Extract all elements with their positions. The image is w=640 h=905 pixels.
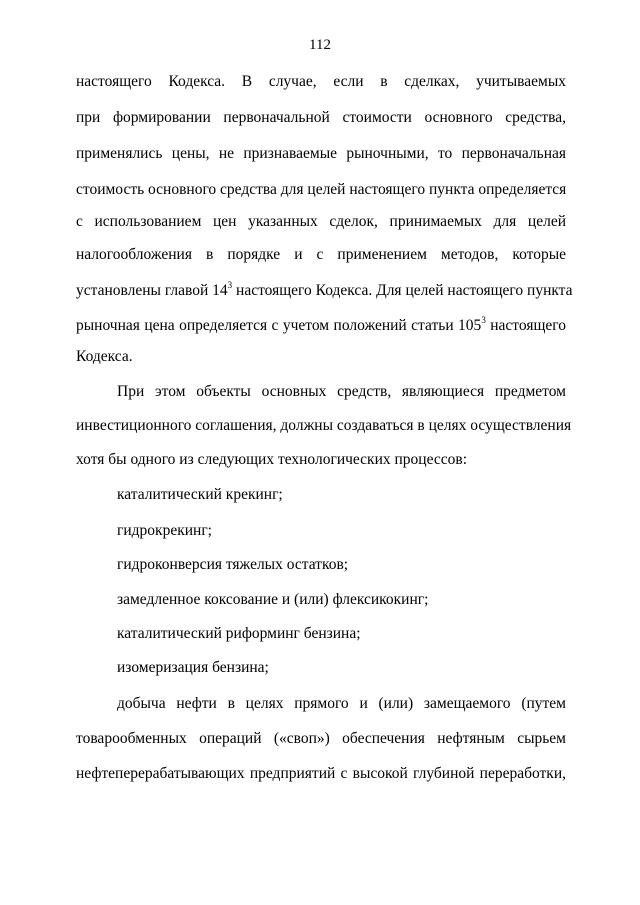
list-item: гидрокрекинг; (117, 522, 212, 539)
superscript: 3 (227, 280, 233, 290)
list-item: изомеризация бензина; (117, 659, 269, 676)
text-line: Кодекса. (76, 348, 133, 365)
text-line: При этом объекты основных средств, являющиеся предметом (117, 383, 566, 400)
list-item: каталитический крекинг; (117, 486, 283, 503)
list-item: замедленное коксование и (или) флексикокинг; (117, 591, 429, 608)
text-fragment: настоящего (485, 317, 566, 334)
text-line (76, 316, 566, 336)
text-line: при формировании первоначальной стоимости основного средства, (76, 109, 566, 126)
text-fragment: рыночная цена определяется с учетом положений статьи 105 (76, 317, 482, 334)
text-line: настоящего Кодекса. В случае, если в сделках, учитываемых (76, 73, 566, 90)
list-item: гидроконверсия тяжелых остатков; (117, 556, 349, 573)
text-fragment: установлены главой 14 (76, 282, 228, 299)
text-line (76, 280, 573, 301)
superscript: 3 (481, 315, 486, 325)
text-line: стоимость основного средства для целей настоящего пункта определяется (76, 181, 567, 198)
text-fragment: настоящего Кодекса. Для целей настоящего пункта (232, 282, 573, 299)
text-line: товарообменных операций («своп») обеспечения нефтяным сырьем (76, 730, 566, 747)
text-line: применялись цены, не признаваемые рыночными, то первоначальная (76, 145, 566, 162)
list-item: каталитический риформинг бензина; (117, 625, 361, 642)
text-line: налогообложения в порядке и с применением методов, которые (76, 246, 566, 263)
text-line: с использованием цен указанных сделок, принимаемых для целей (76, 213, 566, 230)
text-line: нефтеперерабатывающих предприятий с высокой глубиной переработки, (76, 765, 566, 782)
text-line: хотя бы одного из следующих технологических процессов: (76, 451, 467, 468)
page-number: 112 (309, 37, 331, 53)
text-line: добыча нефти в целях прямого и (или) замещаемого (путем (117, 695, 566, 712)
text-line: инвестиционного соглашения, должны создаваться в целях осуществления (76, 417, 572, 434)
